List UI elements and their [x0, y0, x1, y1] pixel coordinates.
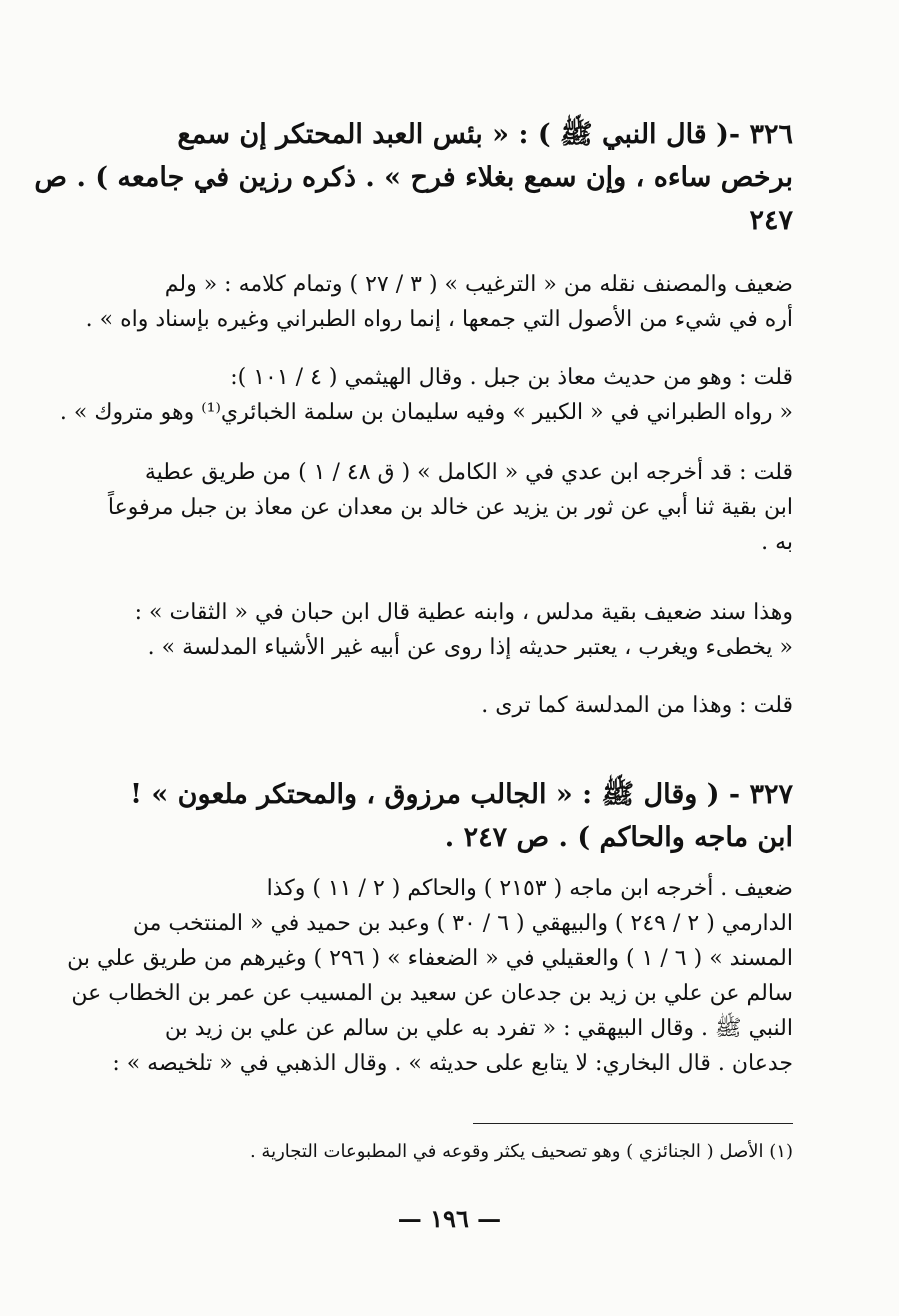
text-line: « يخطىء ويغرب ، يعتبر حديثه إذا روى عن أبيه غير الأشياء المدلسة » . — [147, 635, 793, 660]
text-line: قلت : وهو من حديث معاذ بن جبل . وقال الهيثمي ( ٤ / ١٠١ ): — [230, 365, 793, 390]
footnote-divider — [473, 1123, 793, 1124]
text-line: المسند » ( ٦ / ١ ) والعقيلي في « الضعفاء » ( ٢٩٦ ) وغيرهم من طريق علي بن — [67, 946, 793, 971]
text-line: وهذا سند ضعيف بقية مدلس ، وابنه عطية قال ابن حبان في « الثقات » : — [134, 600, 793, 625]
text-line: النبي ﷺ . وقال البيهقي : « تفرد به علي بن سالم عن علي بن زيد بن — [164, 1016, 793, 1041]
hadith-326-heading — [34, 113, 793, 242]
text-line: ابن بقية ثنا أبي عن ثور بن يزيد عن خالد بن معدان عن معاذ بن جبل مرفوعاً — [107, 495, 793, 520]
text-line: ضعيف والمصنف نقله من « الترغيب » ( ٣ / ٢٧ ) وتمام كلامه : « ولم — [164, 272, 793, 297]
hadith-327-grading-paragraph — [67, 871, 793, 1081]
hadith-327-heading — [96, 773, 793, 859]
heading-line: برخص ساءه ، وإن سمع بغلاء فرح » . ذكره رزين في جامعه ) . ص — [34, 162, 793, 193]
text-line: الدارمي ( ٢ / ٢٤٩ ) والبيهقي ( ٦ / ٣٠ ) وعبد بن حميد في « المنتخب من — [132, 911, 793, 936]
hadith-326-chain-paragraph — [96, 595, 793, 665]
text-line: قلت : قد أخرجه ابن عدي في « الكامل » ( ق ٤٨ / ١ ) من طريق عطية — [144, 460, 793, 485]
text-line: « رواه الطبراني في « الكبير » وفيه سليمان بن سلمة الخبائري⁽¹⁾ وهو متروك » . — [59, 400, 793, 425]
hadith-326-conclusion-paragraph — [96, 688, 793, 723]
hadith-326-ibn-adi-paragraph — [96, 455, 793, 560]
text-line: قلت : وهذا من المدلسة كما ترى . — [481, 693, 793, 718]
heading-line: ابن ماجه والحاكم ) . ص ٢٤٧ . — [444, 822, 793, 853]
text-line: به . — [761, 530, 793, 555]
heading-line: ٣٢٦ -( قال النبي ﷺ ) : « بئس العبد المحتكر إن سمع — [177, 119, 793, 150]
hadith-326-haythami-paragraph — [59, 360, 793, 430]
heading-line: ٢٤٧ — [749, 205, 793, 236]
heading-line: ٣٢٧ - ( وقال ﷺ : « الجالب مرزوق ، والمحتكر ملعون » ! — [130, 779, 793, 810]
text-line: ضعيف . أخرجه ابن ماجه ( ٢١٥٣ ) والحاكم ( ٢ / ١١ ) وكذا — [266, 876, 793, 901]
text-line: جدعان . قال البخاري: لا يتابع على حديثه » . وقال الذهبي في « تلخيصه » : — [112, 1051, 793, 1076]
page-number: — ١٩٦ — — [397, 1204, 502, 1233]
footnote: (١) الأصل ( الجنائزي ) وهو تصحيف يكثر وقوعه في المطبوعات التجارية . — [249, 1141, 793, 1162]
text-line: سالم عن علي بن زيد بن جدعان عن سعيد بن المسيب عن عمر بن الخطاب عن — [71, 981, 793, 1006]
hadith-326-grading-paragraph — [85, 267, 793, 337]
text-line: أره في شيء من الأصول التي جمعها ، إنما رواه الطبراني وغيره بإسناد واه » . — [85, 307, 793, 332]
